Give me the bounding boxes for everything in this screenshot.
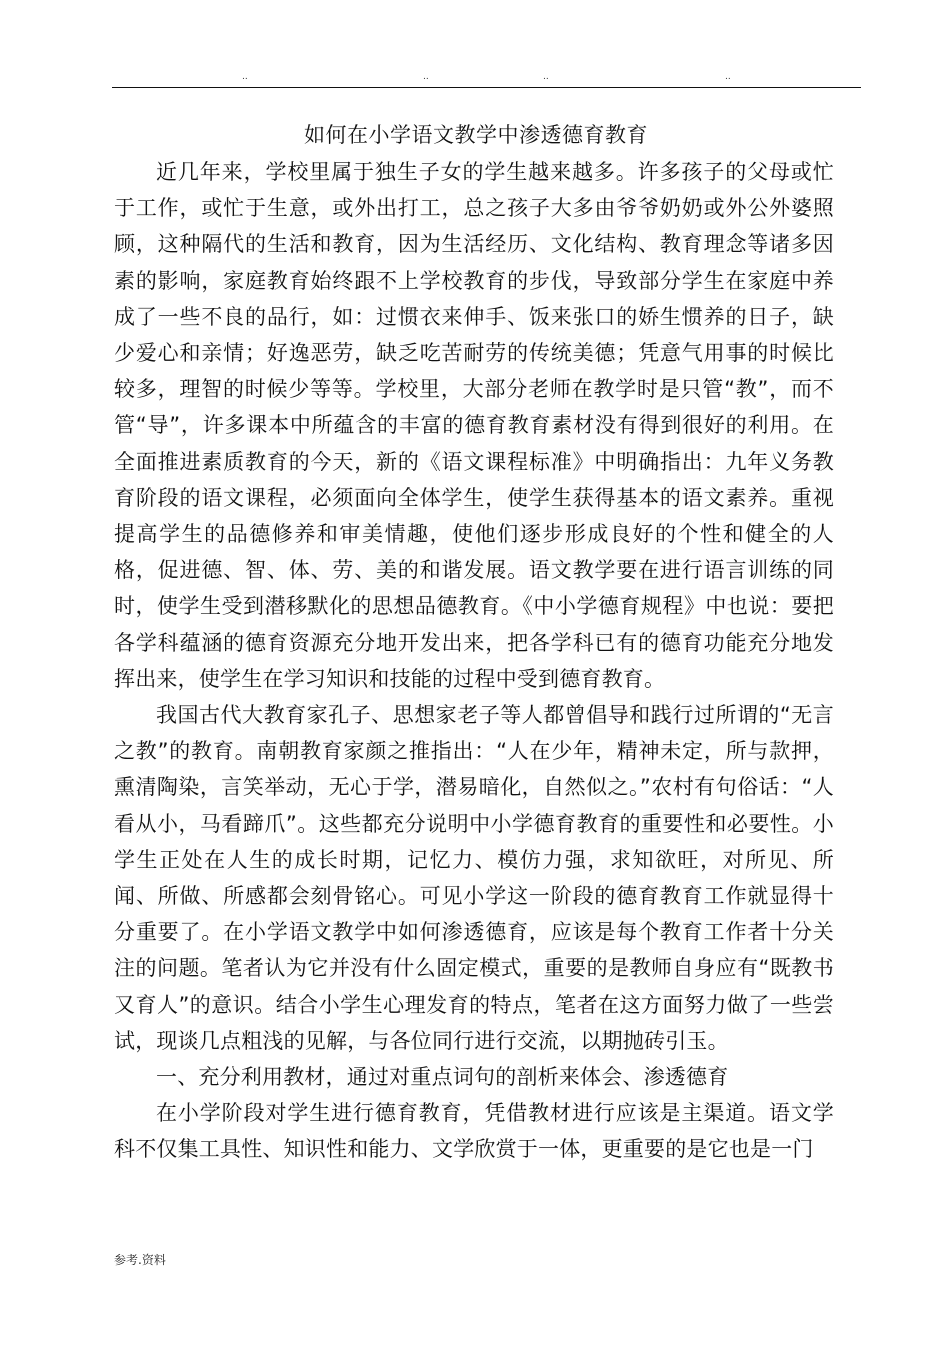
section-heading: 一、充分利用教材，通过对重点词句的剖析来体会、渗透德育 bbox=[156, 1065, 729, 1090]
document-body bbox=[114, 116, 834, 1168]
paragraph-intro: 近几年来，学校里属于独生子女的学生越来越多。许多孩子的父母或忙于工作，或忙于生意，或外出打工，总之孩子大多由爷爷奶奶或外公外婆照顾，这种隔代的生活和教育，因为生活经历、文化结构、教育理念等诸多因素的影响，家庭教育始终跟不上学校教育的步伐，导致部分学生在家庭中养成了一些不良的品行，如：过惯衣来伸手、饭来张口的娇生惯养的日子，缺少爱心和亲情；好逸恶劳，缺乏吃苦耐劳的传统美德；凭意气用事的时候比较多，理智的时候少等等。学校里，大部分老师在教学时是只管“教”，而不管“导”，许多课本中所蕴含的丰富的德育教育素材没有得到很好的利用。在全面推进素质教育的今天，新的《语文课程标准》中明确指出：九年义务教育阶段的语文课程，必须面向全体学生，使学生获得基本的语文素养。重视提高学生的品德修养和审美情趣，使他们逐步形成良好的个性和健全的人格，促进德、智、体、劳、美的和谐发展。语文教学要在进行语言训练的同时，使学生受到潜移默化的思想品德教育。《中小学德育规程》中也说：要把各学科蕴涵的德育资源充分地开发出来，把各学科已有的德育功能充分地发挥出来，使学生在学习知识和技能的过程中受到德育教育。 bbox=[114, 160, 834, 691]
header-dots: .. bbox=[543, 72, 549, 82]
page-header bbox=[0, 72, 950, 86]
header-dots: .. bbox=[242, 72, 248, 82]
paragraph-section-one: 在小学阶段对学生进行德育教育，凭借教材进行应该是主渠道。语文学科不仅集工具性、知识性和能力、文学欣赏于一体，更重要的是它也是一门 bbox=[114, 1101, 834, 1162]
header-rule bbox=[112, 87, 861, 88]
header-dots: .. bbox=[725, 72, 731, 82]
document-title: 如何在小学语文教学中渗透德育教育 bbox=[304, 123, 648, 147]
header-dots: .. bbox=[423, 72, 429, 82]
paragraph-background: 我国古代大教育家孔子、思想家老子等人都曾倡导和践行过所谓的“无言之教”的教育。南朝教育家颜之推指出：“人在少年，精神未定，所与款押，熏清陶染，言笑举动，无心于学，潜易暗化，自然似之。”农村有句俗话：“人看从小，马看蹄爪”。这些都充分说明中小学德育教育的重要性和必要性。小学生正处在人生的成长时期，记忆力、模仿力强，求知欲旺，对所见、所闻、所做、所感都会刻骨铭心。可见小学这一阶段的德育教育工作就显得十分重要了。在小学语文教学中如何渗透德育，应该是每个教育工作者十分关注的问题。笔者认为它并没有什么固定模式，重要的是教师自身应有“既教书又育人”的意识。结合小学生心理发育的特点，笔者在这方面努力做了一些尝试，现谈几点粗浅的见解，与各位同行进行交流，以期抛砖引玉。 bbox=[114, 703, 834, 1053]
page-footer: 参考.资料 bbox=[114, 1253, 166, 1267]
